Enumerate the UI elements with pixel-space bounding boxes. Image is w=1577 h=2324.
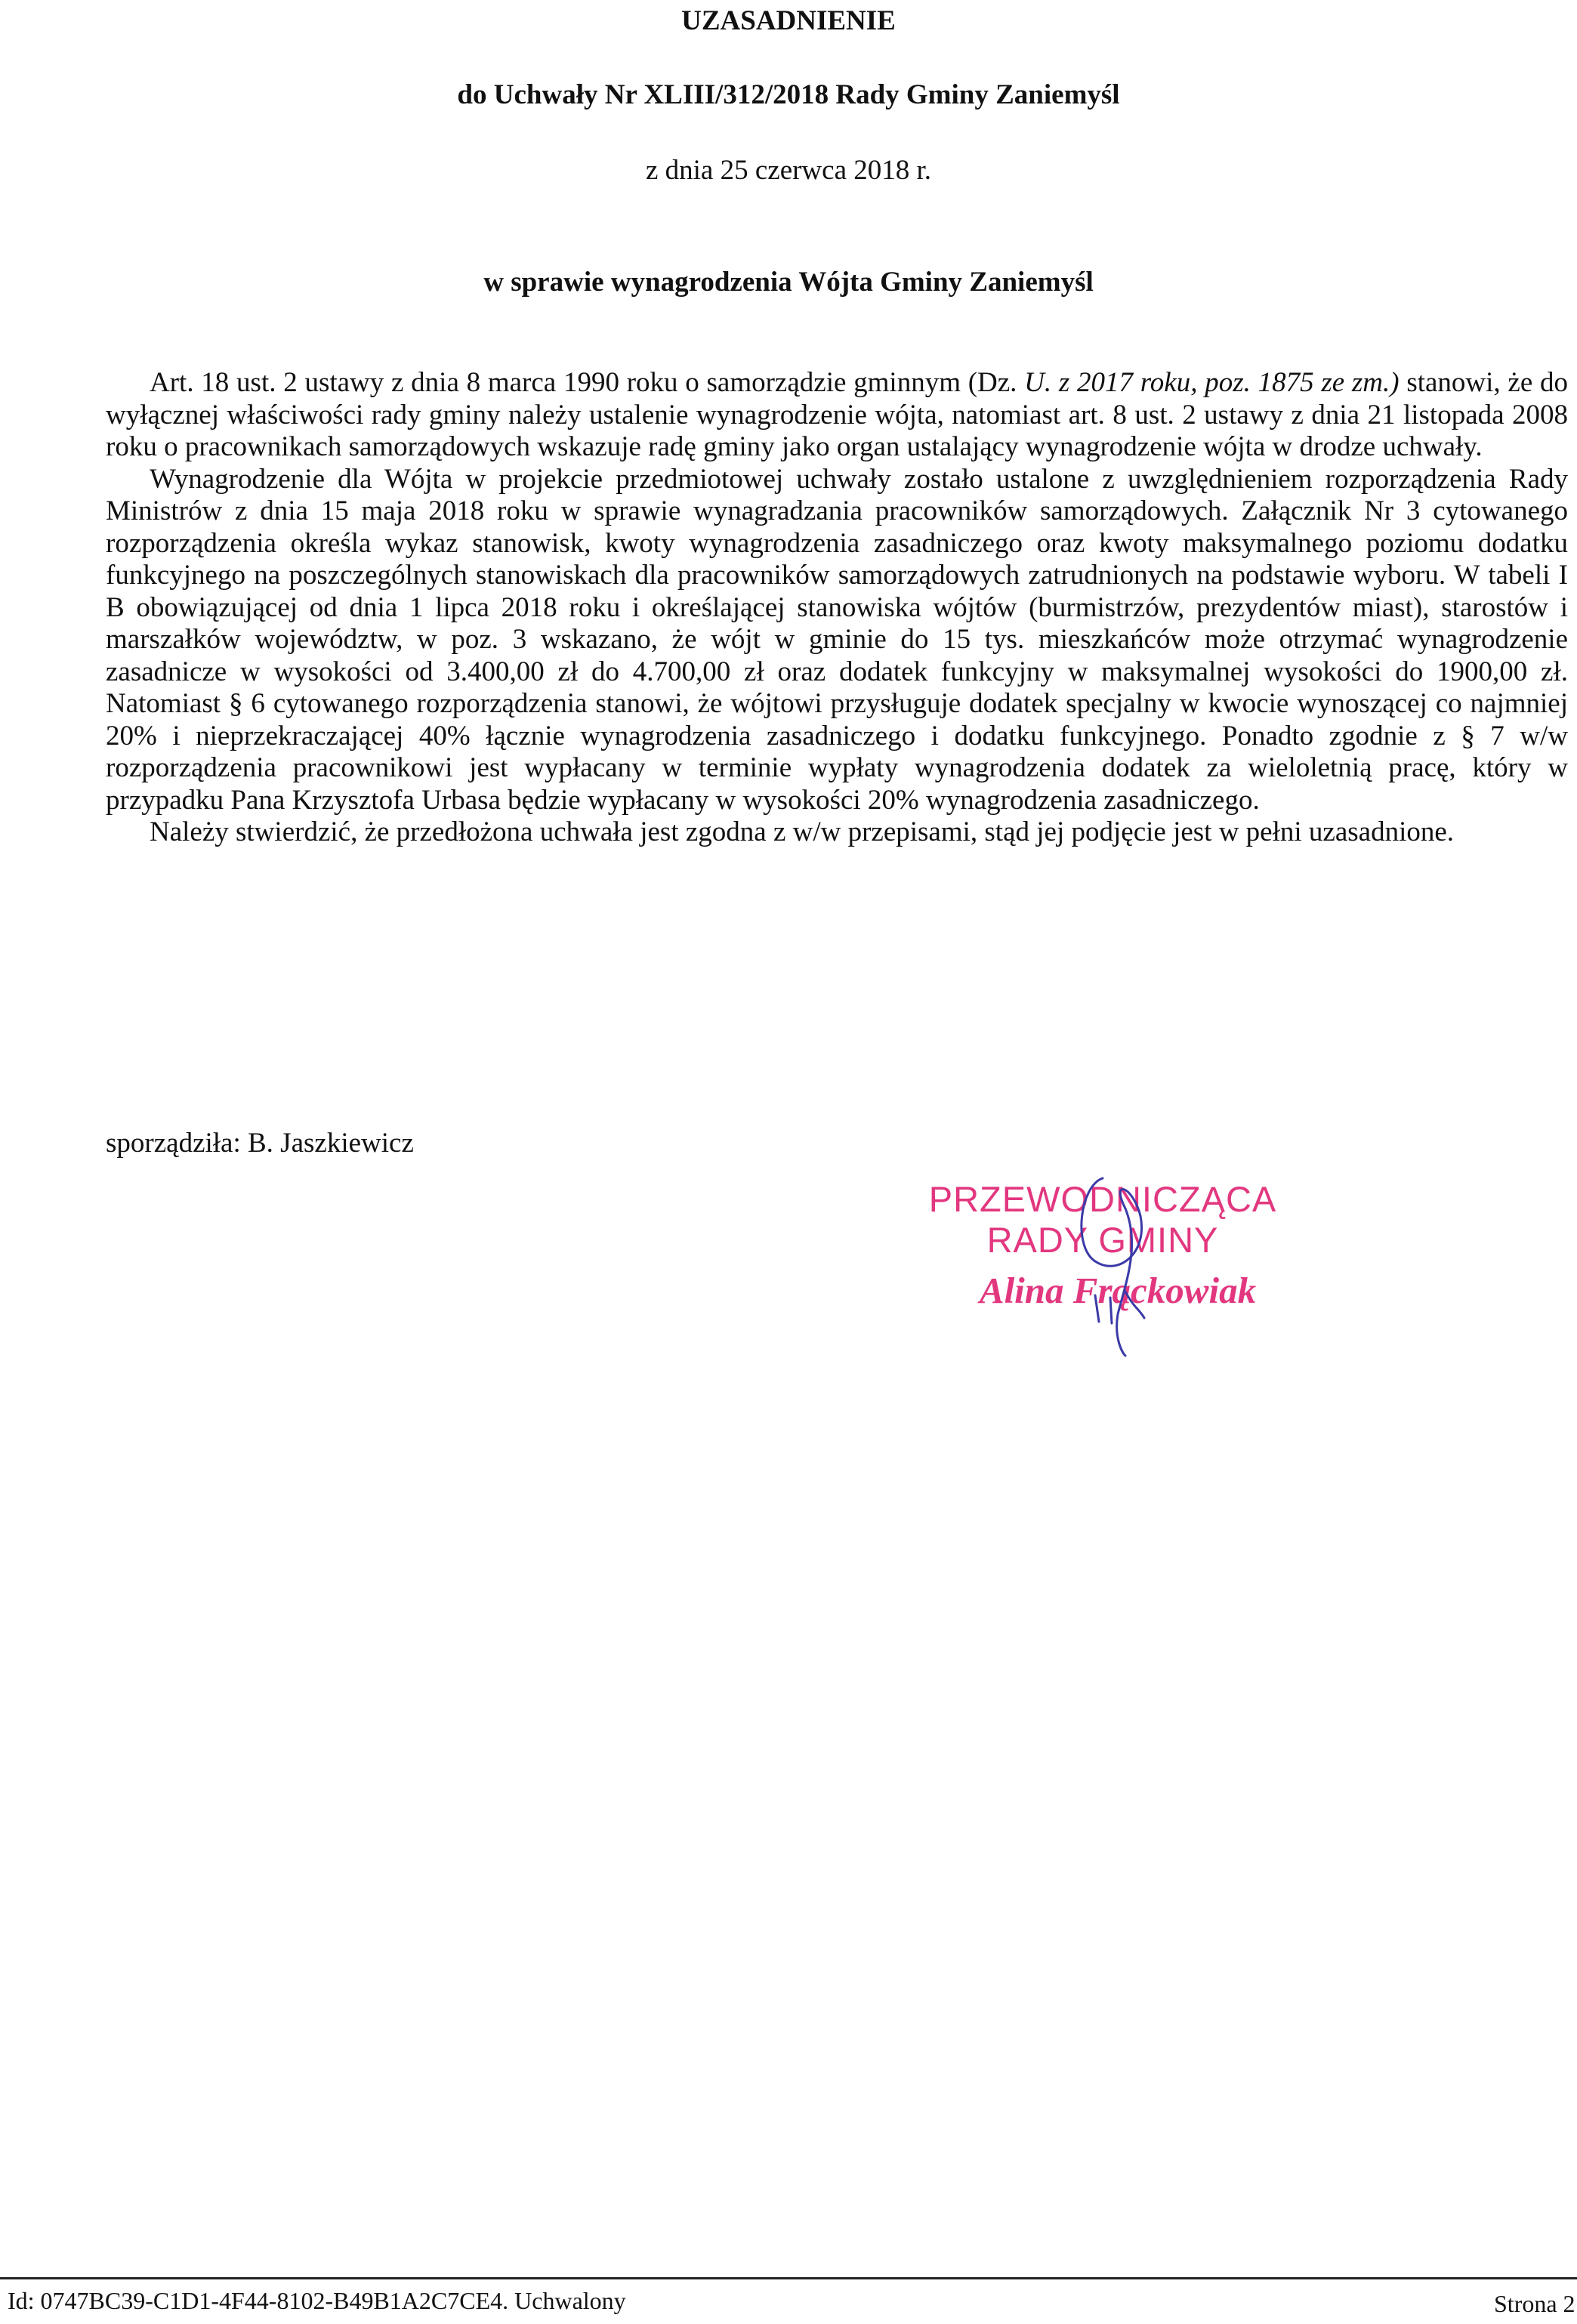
- paragraph-legal-basis: [106, 367, 1568, 464]
- justification-body: [106, 367, 1568, 849]
- page-number: Strona 2: [1494, 2290, 1575, 2317]
- document-title: UZASADNIENIE: [681, 5, 896, 36]
- handwritten-signature: [1050, 1163, 1201, 1360]
- document-id: Id: 0747BC39-C1D1-4F44-8102-B49B1A2C7CE4. Uchwalony: [8, 2287, 626, 2314]
- journal-citation: U. z 2017 roku, poz. 1875 ze zm.): [1024, 367, 1400, 398]
- paragraph-conclusion: Należy stwierdzić, że przedłożona uchwała jest zgodna z w/w przepisami, stąd jej podjęcie jest w pełni uzasadnione.: [150, 816, 1455, 847]
- stamp-name: Alina Frąckowiak: [979, 1270, 1257, 1311]
- paragraph-salary-details: Wynagrodzenie dla Wójta w projekcie przedmiotowej uchwały zostało ustalone z uwzględnieniem rozporządzenia Rady Ministrów z dnia 15 maja 2018 roku w sprawie wynagradzania pracowników samorządowych. Załącznik Nr 3 cytowanego rozporządzenia określa wykaz stanowisk, kwoty wynagrodzenia zasadniczego oraz kwoty maksymalnego poziomu dodatku funkcyjnego na poszczególnych stanowiskach dla pracowników samorządowych zatrudnionych na podstawie wyboru. W tabeli I B obowiązującej od dnia 1 lipca 2018 roku i określającej stanowiska wójtów (burmistrzów, prezydentów miast), starostów i marszałków województw, w poz. 3 wskazano, że wójt w gminie do 15 tys. mieszkańców może otrzymać wynagrodzenie zasadnicze w wysokości od 3.400,00 zł do 4.700,00 zł oraz dodatek funkcyjny w maksymalnej wysokości do 1900,00 zł. Natomiast § 6 cytowanego rozporządzenia stanowi, że wójtowi przysługuje dodatek specjalny w kwocie wynoszącej co najmniej 20% i nieprzekraczającej 40% łącznie wynagrodzenia zasadniczego i dodatku funkcyjnego. Ponadto zgodnie z § 7 w/w rozporządzenia pracownikowi jest wypłacany w terminie wypłaty wynagrodzenia dodatek za wieloletnią pracę, który w przypadku Pana Krzysztofa Urbasa będzie wypłacany w wysokości 20% wynagrodzenia zasadniczego.: [106, 463, 1568, 816]
- prepared-by: sporządziła: B. Jaszkiewicz: [106, 1128, 414, 1159]
- stamp-council-line: RADY GMINY: [986, 1220, 1219, 1260]
- resolution-subject: w sprawie wynagrodzenia Wójta Gminy Zaniemyśl: [483, 267, 1094, 298]
- resolution-reference: do Uchwały Nr XLIII/312/2018 Rady Gminy Zaniemyśl: [457, 79, 1120, 110]
- paragraph-legal-basis-start: Art. 18 ust. 2 ustawy z dnia 8 marca 1990 roku o samorządzie gminnym (Dz.: [150, 367, 1025, 398]
- stamp-title-line: PRZEWODNICZĄCA: [928, 1179, 1277, 1219]
- resolution-date: z dnia 25 czerwca 2018 r.: [645, 155, 932, 186]
- paragraph-legal-basis-end: stanowi, że do wyłącznej właściwości rady gminy należy ustalenie wynagrodzenie wójta, natomiast art. 8 ust. 2 ustawy z dnia 21 listopada 2008 roku o pracownikach samorządowych wskazuje radę gminy jako organ ustalający wynagrodzenie wójta w drodze uchwały.: [106, 367, 1568, 462]
- footer-divider: [0, 2277, 1577, 2279]
